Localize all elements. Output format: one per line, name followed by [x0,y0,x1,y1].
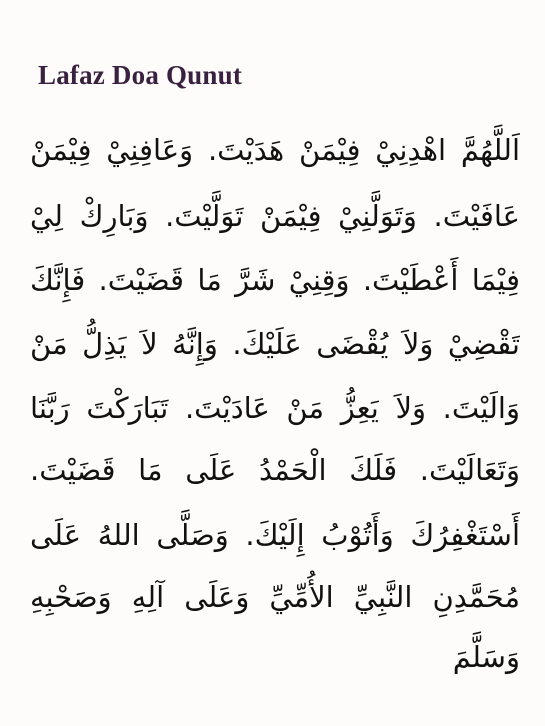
prayer-line: وَسَلَّمَ [452,640,520,674]
document-title: Lafaz Doa Qunut [38,60,243,90]
qunut-prayer-text [30,122,520,712]
prayer-line: وَتَعَالَيْتَ. فَلَكَ الْحَمْدُ عَلَى مَا قَضَيْتَ. [30,453,520,487]
prayer-line: اَللَّهُمَّ اهْدِنِيْ فِيْمَنْ هَدَيْتَ. وَعَافِنِيْ فِيْمَنْ [30,133,520,167]
prayer-line: أَسْتَغْفِرُكَ وَأَتُوْبُ إِلَيْكَ. وَصَلَّى اللهُ عَلَى [30,518,520,552]
prayer-line: وَالَيْتَ. وَلاَ يَعِزُّ مَنْ عَادَيْتَ. تَبَارَكْتَ رَبَّنَا [30,391,520,425]
prayer-line: تَقْضِيْ وَلاَ يُقْضَى عَلَيْكَ. وَإِنَّهُ لاَ يَذِلُّ مَنْ [30,327,520,361]
prayer-line: عَافَيْتَ. وَتَوَلَّنِيْ فِيْمَنْ تَوَلَّيْتَ. وَبَارِكْ لِيْ [30,199,520,233]
prayer-line: مُحَمَّدِنِ النَّبِيِّ الأُمِّيِّ وَعَلَى آلِهِ وَصَحْبِهِ [30,580,520,614]
prayer-line: فِيْمَا أَعْطَيْتَ. وَقِنِيْ شَرَّ مَا قَضَيْتَ. فَإِنَّكَ [30,263,520,297]
